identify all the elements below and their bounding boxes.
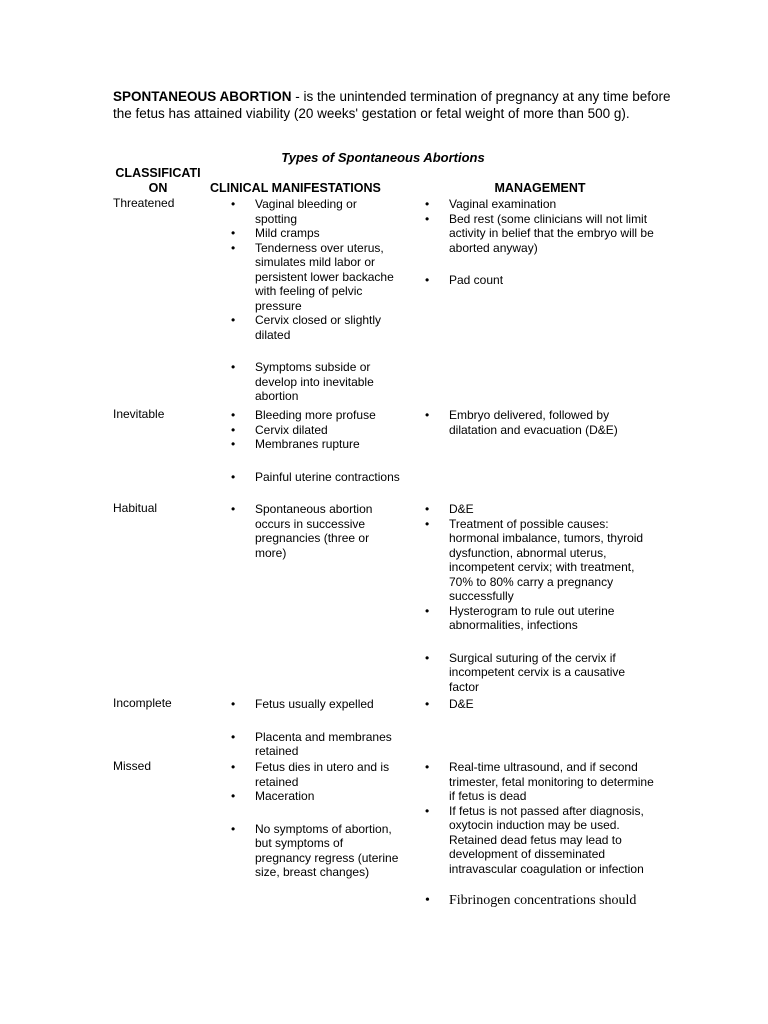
missed-management-list [425, 760, 657, 909]
list-item: • Symptoms subside or develop into inevitable abortion [231, 360, 401, 404]
list-item: • Membranes rupture [231, 437, 401, 452]
list-item: • Cervix closed or slightly dilated [231, 313, 401, 342]
missed-clinical-list [231, 760, 401, 880]
header-classification: CLASSIFICATI ON [115, 166, 201, 195]
intro-paragraph [113, 88, 673, 122]
list-item: • Placenta and membranes retained [231, 730, 401, 759]
list-item: • Hysterogram to rule out uterine abnormalities, infections [425, 604, 657, 633]
list-item: • Fibrinogen concentrations should [425, 894, 657, 909]
inevitable-clinical-list [231, 408, 401, 484]
list-item: • Fetus usually expelled [231, 697, 401, 712]
list-item: • Vaginal examination [425, 197, 657, 212]
list-item: • If fetus is not passed after diagnosis, oxytocin induction may be used. Retained dead fetus may lead to development of disseminated intravascular coagulation or infection [425, 804, 657, 877]
row-label-missed: Missed [113, 759, 152, 773]
list-item: • Mild cramps [231, 226, 401, 241]
row-label-threatened: Threatened [113, 196, 175, 210]
list-item: • Surgical suturing of the cervix if incompetent cervix is a causative factor [425, 651, 657, 695]
list-item: • Real-time ultrasound, and if second trimester, fetal monitoring to determine if fetus is dead [425, 760, 657, 804]
header-clinical-manifestations: CLINICAL MANIFESTATIONS [210, 181, 381, 195]
header-management: MANAGEMENT [494, 181, 586, 195]
incomplete-clinical-list [231, 697, 401, 759]
list-item: • Bleeding more profuse [231, 408, 401, 423]
list-item: • Spontaneous abortion occurs in successive pregnancies (three or more) [231, 502, 401, 560]
list-item: • Bed rest (some clinicians will not limit activity in belief that the embryo will be aborted anyway) [425, 212, 657, 256]
list-item: • Embryo delivered, followed by dilatation and evacuation (D&E) [425, 408, 657, 437]
list-item: • Cervix dilated [231, 423, 401, 438]
row-label-habitual: Habitual [113, 501, 158, 515]
row-label-incomplete: Incomplete [113, 696, 172, 710]
intro-term: SPONTANEOUS ABORTION [113, 89, 292, 104]
inevitable-management-list [425, 408, 657, 437]
list-item: • Tenderness over uterus, simulates mild labor or persistent lower backache with feeling of pelvic pressure [231, 241, 401, 314]
list-item: • D&E [425, 502, 657, 517]
list-item: • Vaginal bleeding or spotting [231, 197, 401, 226]
list-item: • No symptoms of abortion, but symptoms of pregnancy regress (uterine size, breast changes) [231, 822, 401, 880]
intro-definition: - is the unintended termination of pregnancy at any time before the fetus has attained viability (20 weeks' gestation or fetal weight of more than 500 g). [113, 89, 671, 121]
habitual-management-list [425, 502, 657, 694]
threatened-management-list [425, 197, 657, 288]
threatened-clinical-list [231, 197, 401, 404]
list-item: • Painful uterine contractions [231, 470, 401, 485]
incomplete-management-list [425, 697, 657, 712]
habitual-clinical-list [231, 502, 401, 560]
list-item: • Maceration [231, 789, 401, 804]
row-label-inevitable: Inevitable [113, 407, 165, 421]
table-title: Types of Spontaneous Abortions [281, 150, 485, 165]
list-item: • Pad count [425, 273, 657, 288]
list-item: • Treatment of possible causes: hormonal imbalance, tumors, thyroid dysfunction, abnormal uterus, incompetent cervix; with treatment, 70% to 80% carry a pregnancy successfully [425, 517, 657, 604]
list-item: • D&E [425, 697, 657, 712]
list-item: • Fetus dies in utero and is retained [231, 760, 401, 789]
